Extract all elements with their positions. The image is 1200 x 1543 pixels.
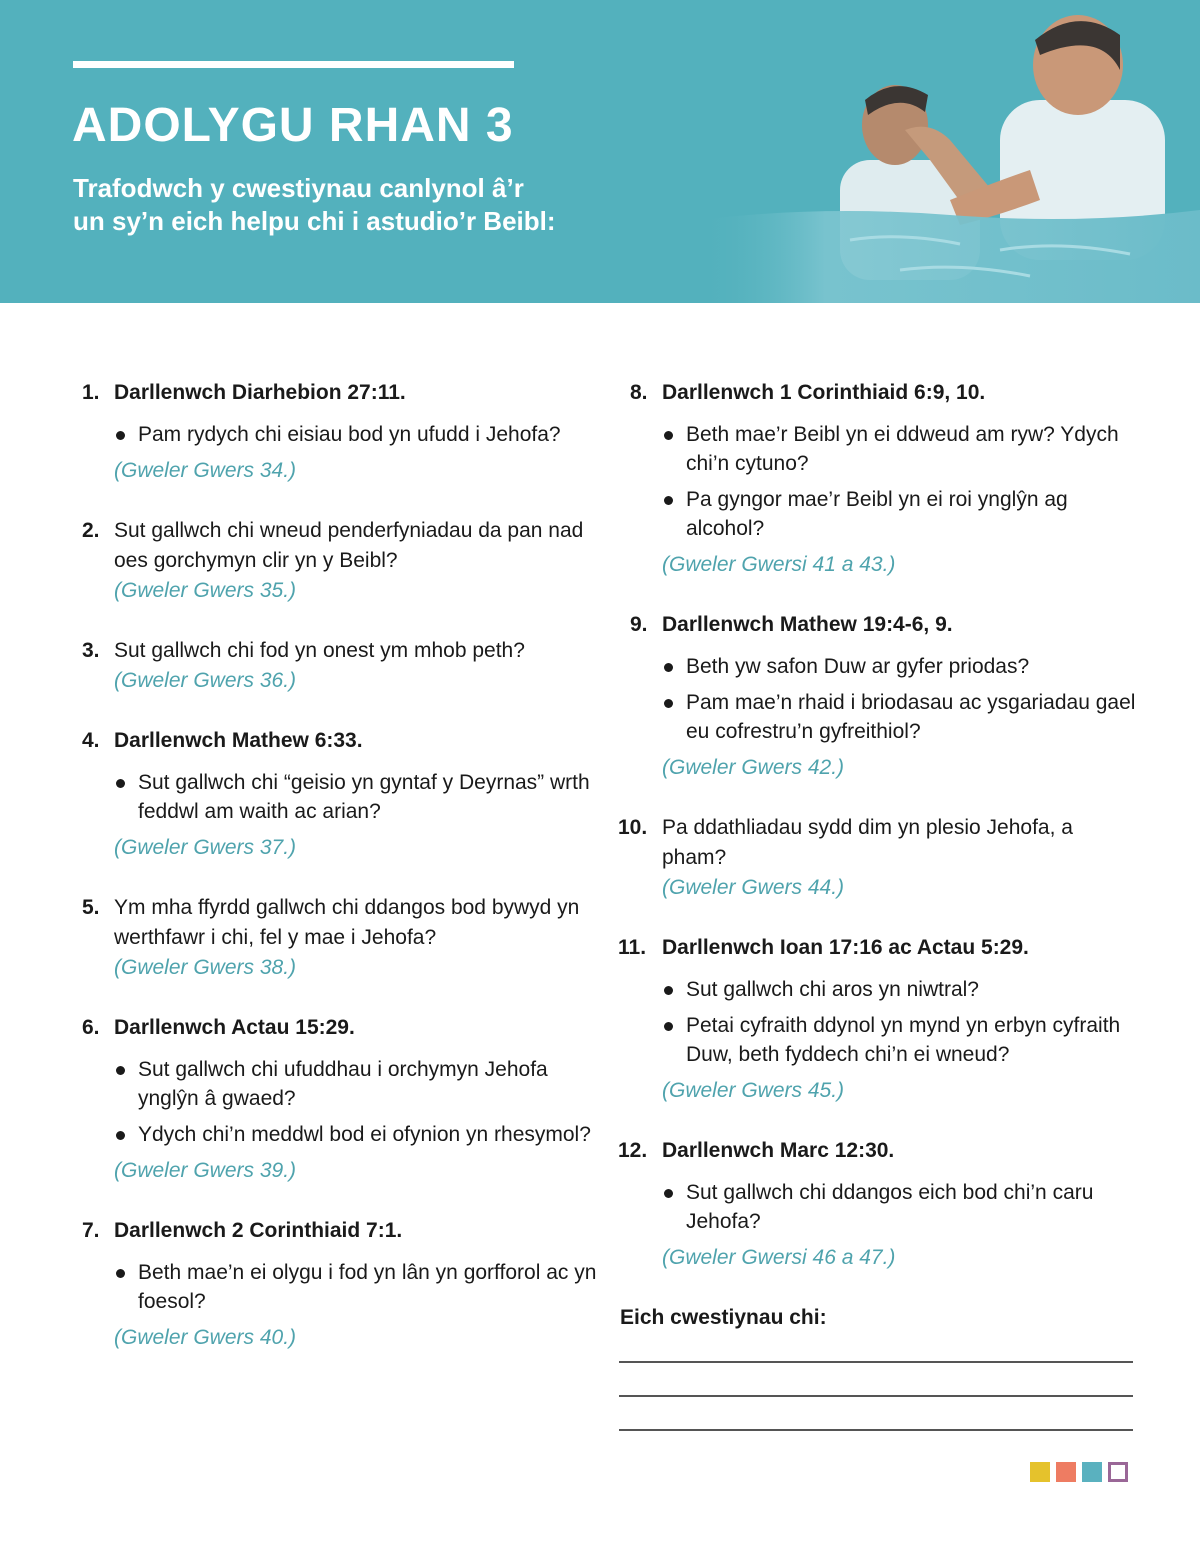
question-8 xyxy=(618,378,1148,580)
bullet-list xyxy=(662,1178,1148,1236)
question-number: 10. xyxy=(618,816,648,839)
header-banner xyxy=(0,0,1200,303)
header-rule xyxy=(73,61,514,68)
page-title: ADOLYGU RHAN 3 xyxy=(72,99,514,152)
questions-left-column xyxy=(80,378,600,1383)
bullet-item: Beth mae’r Beibl yn ei ddweud am ryw? Ydych chi’n cytuno? xyxy=(662,420,1148,478)
question-2 xyxy=(80,516,600,606)
question-heading: Darllenwch Ioan 17:16 ac Actau 5:29. xyxy=(662,936,1029,959)
question-number: 4. xyxy=(82,729,100,752)
question-heading: Darllenwch Marc 12:30. xyxy=(662,1139,895,1162)
page-subtitle xyxy=(73,172,633,238)
lesson-reference: (Gweler Gwersi 41 a 43.) xyxy=(662,553,896,576)
lesson-reference: (Gweler Gwersi 46 a 47.) xyxy=(662,1246,896,1269)
question-9 xyxy=(618,610,1148,783)
question-heading: Ym mha ffyrdd gallwch chi ddangos bod bywyd yn werthfawr i chi, fel y mae i Jehofa? xyxy=(114,896,580,949)
lesson-reference: (Gweler Gwers 44.) xyxy=(662,876,845,899)
question-6 xyxy=(80,1013,600,1186)
question-number: 7. xyxy=(82,1219,100,1242)
bullet-list xyxy=(114,1055,600,1149)
question-7 xyxy=(80,1216,600,1353)
bullet-item: Petai cyfraith ddynol yn mynd yn erbyn cyfraith Duw, beth fyddech chi’n ei wneud? xyxy=(662,1011,1148,1069)
question-heading: Darllenwch Mathew 19:4-6, 9. xyxy=(662,613,953,636)
decorative-square-yellow xyxy=(1030,1462,1050,1482)
question-11 xyxy=(618,933,1148,1106)
question-number: 2. xyxy=(82,519,100,542)
question-1 xyxy=(80,378,600,486)
question-heading: Darllenwch Actau 15:29. xyxy=(114,1016,355,1039)
bullet-list xyxy=(114,420,600,449)
baptism-illustration xyxy=(700,0,1200,303)
bullet-item: Beth mae’n ei olygu i fod yn lân yn gorfforol ac yn foesol? xyxy=(114,1258,600,1316)
bullet-list xyxy=(114,768,600,826)
bullet-item: Sut gallwch chi aros yn niwtral? xyxy=(662,975,1148,1004)
question-heading: Darllenwch Diarhebion 27:11. xyxy=(114,381,406,404)
question-5 xyxy=(80,893,600,983)
bullet-item: Beth yw safon Duw ar gyfer priodas? xyxy=(662,652,1148,681)
bullet-item: Ydych chi’n meddwl bod ei ofynion yn rhesymol? xyxy=(114,1120,600,1149)
lesson-reference: (Gweler Gwers 42.) xyxy=(662,756,845,779)
question-number: 12. xyxy=(618,1139,648,1162)
bullet-item: Sut gallwch chi ddangos eich bod chi’n caru Jehofa? xyxy=(662,1178,1148,1236)
subtitle-line: Trafodwch y cwestiynau canlynol â’r xyxy=(73,173,524,203)
question-number: 9. xyxy=(630,613,648,636)
question-heading: Pa ddathliadau sydd dim yn plesio Jehofa, a pham? xyxy=(662,816,1073,869)
bullet-item: Pam mae’n rhaid i briodasau ac ysgariadau gael eu cofrestru’n gyfreithiol? xyxy=(662,688,1148,746)
question-number: 3. xyxy=(82,639,100,662)
bullet-item: Sut gallwch chi ufuddhau i orchymyn Jehofa ynglŷn â gwaed? xyxy=(114,1055,600,1113)
lesson-reference: (Gweler Gwers 35.) xyxy=(114,579,297,602)
decorative-square-orange xyxy=(1056,1462,1076,1482)
bullet-list xyxy=(662,975,1148,1069)
question-heading: Darllenwch 1 Corinthiaid 6:9, 10. xyxy=(662,381,986,404)
question-number: 8. xyxy=(630,381,648,404)
question-4 xyxy=(80,726,600,863)
question-heading: Sut gallwch chi fod yn onest ym mhob peth? xyxy=(114,639,525,662)
lesson-reference: (Gweler Gwers 40.) xyxy=(114,1326,297,1349)
question-heading: Darllenwch 2 Corinthiaid 7:1. xyxy=(114,1219,403,1242)
your-questions-label: Eich cwestiynau chi: xyxy=(620,1306,827,1329)
lesson-reference: (Gweler Gwers 45.) xyxy=(662,1079,845,1102)
bullet-list xyxy=(662,652,1148,746)
question-heading: Sut gallwch chi wneud penderfyniadau da pan nad oes gorchymyn clir yn y Beibl? xyxy=(114,519,584,572)
question-number: 1. xyxy=(82,381,100,404)
answer-line[interactable] xyxy=(619,1395,1133,1397)
lesson-reference: (Gweler Gwers 37.) xyxy=(114,836,297,859)
question-number: 5. xyxy=(82,896,100,919)
subtitle-line: un sy’n eich helpu chi i astudio’r Beibl: xyxy=(73,206,556,236)
question-number: 11. xyxy=(618,936,647,959)
answer-line[interactable] xyxy=(619,1429,1133,1431)
lesson-reference: (Gweler Gwers 34.) xyxy=(114,459,297,482)
lesson-reference: (Gweler Gwers 39.) xyxy=(114,1159,297,1182)
question-heading: Darllenwch Mathew 6:33. xyxy=(114,729,363,752)
bullet-list xyxy=(662,420,1148,543)
question-12 xyxy=(618,1136,1148,1273)
bullet-item: Pa gyngor mae’r Beibl yn ei roi ynglŷn ag alcohol? xyxy=(662,485,1148,543)
decorative-square-purple-outline xyxy=(1108,1462,1128,1482)
answer-line[interactable] xyxy=(619,1361,1133,1363)
decorative-square-teal xyxy=(1082,1462,1102,1482)
bullet-item: Sut gallwch chi “geisio yn gyntaf y Deyrnas” wrth feddwl am waith ac arian? xyxy=(114,768,600,826)
lesson-reference: (Gweler Gwers 38.) xyxy=(114,956,297,979)
questions-right-column xyxy=(618,378,1148,1303)
question-10 xyxy=(618,813,1148,903)
bullet-list xyxy=(114,1258,600,1316)
question-3 xyxy=(80,636,600,696)
question-number: 6. xyxy=(82,1016,100,1039)
bullet-item: Pam rydych chi eisiau bod yn ufudd i Jehofa? xyxy=(114,420,600,449)
lesson-reference: (Gweler Gwers 36.) xyxy=(114,669,297,692)
